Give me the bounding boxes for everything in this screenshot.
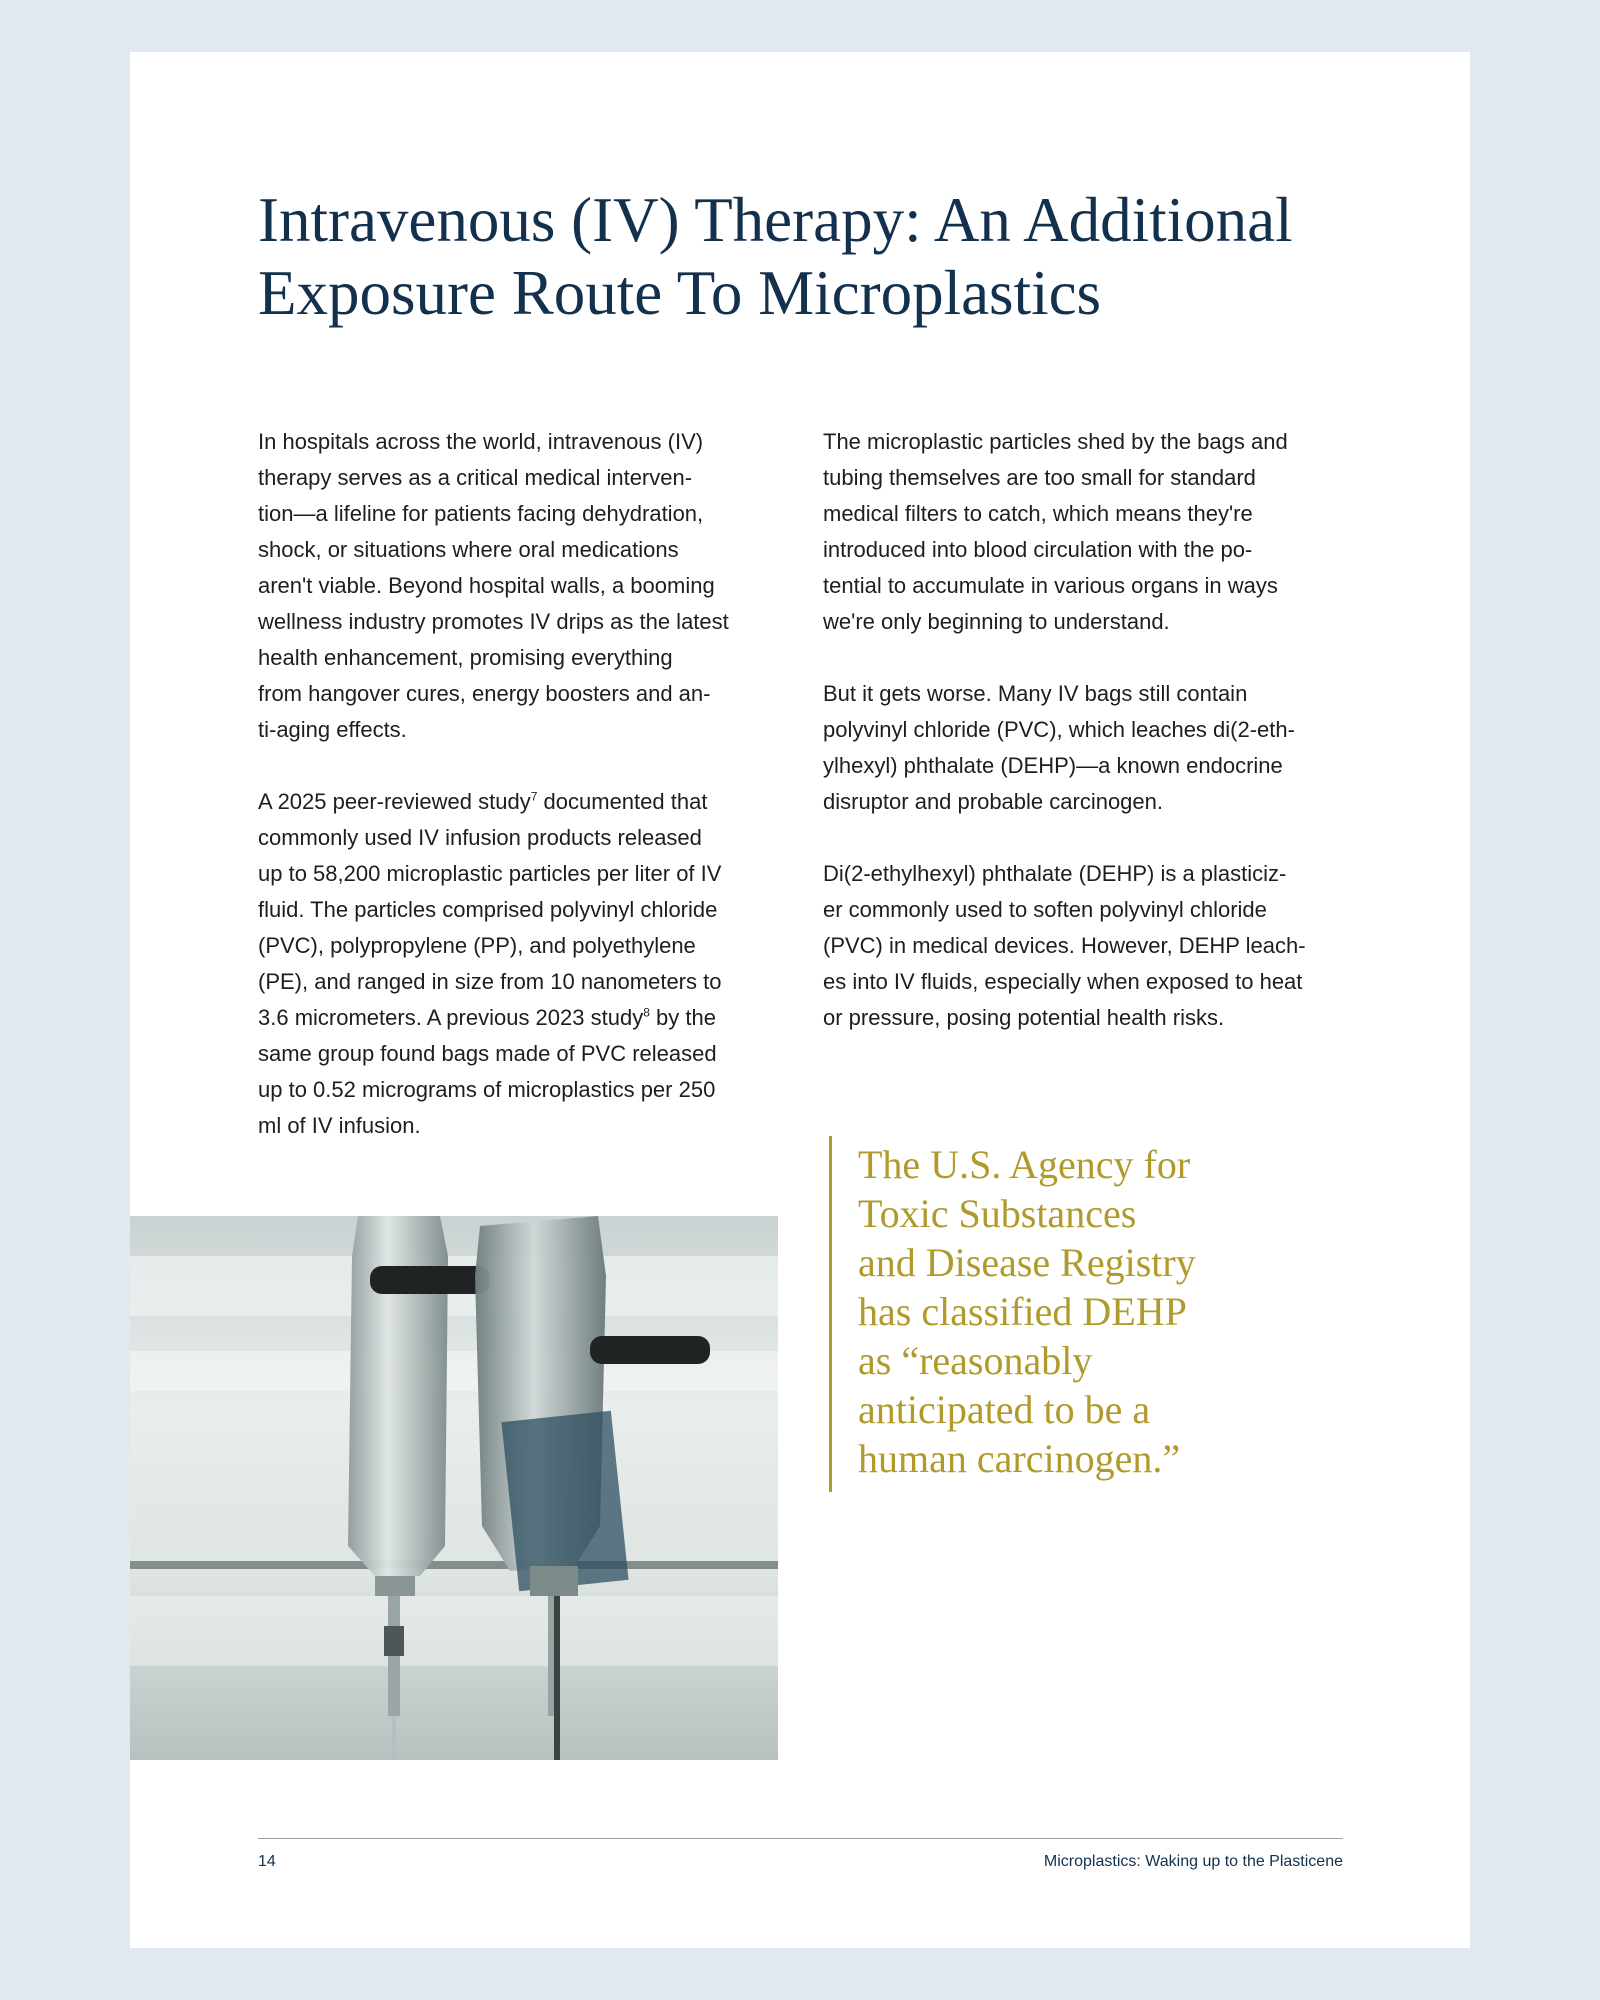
footnote-reference[interactable]: 7 <box>530 789 538 804</box>
iv-bags-photo <box>130 1216 778 1760</box>
publication-title: Microplastics: Waking up to the Plasticene <box>1043 1853 1343 1870</box>
paragraph <box>258 784 778 1144</box>
text-line: polyvinyl chloride (PVC), which leaches di(2-eth- <box>823 717 1295 742</box>
left-column <box>258 424 778 1180</box>
text-line: (PE), and ranged in size from 10 nanometers to <box>258 969 722 994</box>
paragraph <box>823 856 1343 1036</box>
text-line: or pressure, posing potential health risks. <box>823 1005 1225 1030</box>
text-line: ti-aging effects. <box>258 717 407 742</box>
pull-quote <box>829 1136 1249 1492</box>
text-line: tential to accumulate in various organs in ways <box>823 573 1278 598</box>
quote-line: human carcinogen.” <box>858 1436 1181 1481</box>
text-line: shock, or situations where oral medications <box>258 537 679 562</box>
paragraph <box>258 424 778 748</box>
title-line: Exposure Route To Microplastics <box>258 258 1102 328</box>
quote-line: has classified DEHP <box>858 1289 1187 1334</box>
text-line: (PVC), polypropylene (PP), and polyethylene <box>258 933 696 958</box>
text-line: But it gets worse. Many IV bags still contain <box>823 681 1248 706</box>
text-line: introduced into blood circulation with the po- <box>823 537 1253 562</box>
text-line: commonly used IV infusion products released <box>258 825 702 850</box>
text-line: Di(2-ethylhexyl) phthalate (DEHP) is a plasticiz- <box>823 861 1287 886</box>
footnote-reference[interactable]: 8 <box>643 1005 650 1020</box>
text-line: In hospitals across the world, intravenous (IV) <box>258 429 704 454</box>
text-line: (PVC) in medical devices. However, DEHP leach- <box>823 933 1306 958</box>
text-line: tubing themselves are too small for standard <box>823 465 1256 490</box>
page-title <box>258 184 1378 330</box>
text-line: health enhancement, promising everything <box>258 645 673 670</box>
quote-line: and Disease Registry <box>858 1240 1196 1285</box>
paragraph <box>823 424 1343 640</box>
text-line: ml of IV infusion. <box>258 1113 421 1138</box>
quote-line: anticipated to be a <box>858 1387 1151 1432</box>
text-line: we're only beginning to understand. <box>823 609 1170 634</box>
title-line: Intravenous (IV) Therapy: An Additional <box>258 185 1293 255</box>
text-line: er commonly used to soften polyvinyl chloride <box>823 897 1267 922</box>
footer-divider <box>258 1838 1343 1839</box>
text-line: from hangover cures, energy boosters and an- <box>258 681 711 706</box>
right-column <box>823 424 1343 1072</box>
text-fragment: documented that <box>537 789 708 814</box>
quote-line: Toxic Substances <box>858 1191 1137 1236</box>
text-line: up to 0.52 micrograms of microplastics per 250 <box>258 1077 716 1102</box>
text-line: ylhexyl) phthalate (DEHP)—a known endocrine <box>823 753 1283 778</box>
paragraph <box>823 676 1343 820</box>
text-line <box>258 1000 778 1036</box>
text-fragment: A 2025 peer-reviewed study <box>258 789 531 814</box>
text-line: es into IV fluids, especially when exposed to heat <box>823 969 1303 994</box>
text-fragment: 3.6 micrometers. A previous 2023 study <box>258 1005 644 1030</box>
document-page <box>130 52 1470 1948</box>
text-line: fluid. The particles comprised polyvinyl chloride <box>258 897 718 922</box>
text-line: same group found bags made of PVC released <box>258 1041 717 1066</box>
text-line: up to 58,200 microplastic particles per liter of IV <box>258 861 722 886</box>
text-fragment: by the <box>649 1005 716 1030</box>
text-line <box>258 784 778 820</box>
quote-line: as “reasonably <box>858 1338 1093 1383</box>
text-line: therapy serves as a critical medical interven- <box>258 465 693 490</box>
text-line: disruptor and probable carcinogen. <box>823 789 1164 814</box>
quote-line: The U.S. Agency for <box>858 1142 1191 1187</box>
page-number: 14 <box>258 1853 276 1870</box>
text-line: tion—a lifeline for patients facing dehydration, <box>258 501 704 526</box>
text-line: aren't viable. Beyond hospital walls, a booming <box>258 573 715 598</box>
text-line: wellness industry promotes IV drips as the latest <box>258 609 729 634</box>
text-line: The microplastic particles shed by the bags and <box>823 429 1288 454</box>
text-line: medical filters to catch, which means they're <box>823 501 1253 526</box>
